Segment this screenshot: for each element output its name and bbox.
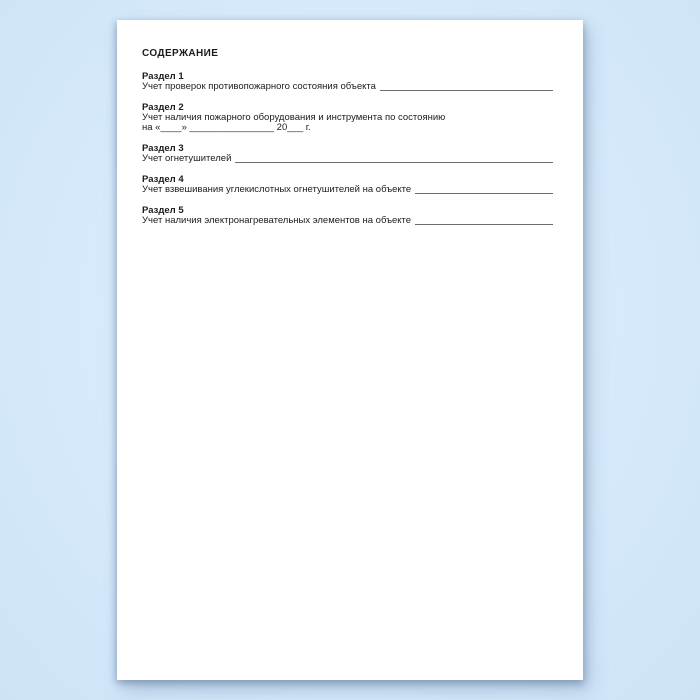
fill-in-line — [415, 185, 553, 194]
section-heading: Раздел 2 — [142, 102, 184, 113]
section-line-text: на «____» ________________ 20___ г. — [142, 122, 311, 133]
document-page — [117, 20, 583, 680]
section-line-text: Учет проверок противопожарного состояния объекта — [142, 81, 376, 92]
fill-in-line — [415, 216, 553, 225]
section-line — [142, 216, 553, 226]
page-title: СОДЕРЖАНИЕ — [142, 48, 219, 59]
section-line-text: Учет огнетушителей — [142, 153, 232, 164]
section-heading: Раздел 4 — [142, 174, 184, 185]
section-line — [142, 123, 553, 133]
toc-section — [142, 72, 553, 92]
section-heading: Раздел 3 — [142, 143, 184, 154]
section-heading: Раздел 5 — [142, 205, 184, 216]
toc-sections — [142, 72, 553, 226]
section-line — [142, 154, 553, 164]
toc-section — [142, 206, 553, 226]
toc-section — [142, 144, 553, 164]
toc-section — [142, 103, 553, 133]
section-line — [142, 82, 553, 92]
section-line-text: Учет наличия электронагревательных элементов на объекте — [142, 215, 412, 226]
fill-in-line — [380, 82, 553, 91]
toc-section — [142, 175, 553, 195]
section-line — [142, 185, 553, 195]
section-line-text: Учет наличия пожарного оборудования и инструмента по состоянию — [142, 112, 446, 123]
section-heading: Раздел 1 — [142, 71, 184, 82]
fill-in-line — [235, 154, 553, 163]
section-line-text: Учет взвешивания углекислотных огнетушителей на объекте — [142, 184, 412, 195]
page-content — [117, 20, 583, 226]
